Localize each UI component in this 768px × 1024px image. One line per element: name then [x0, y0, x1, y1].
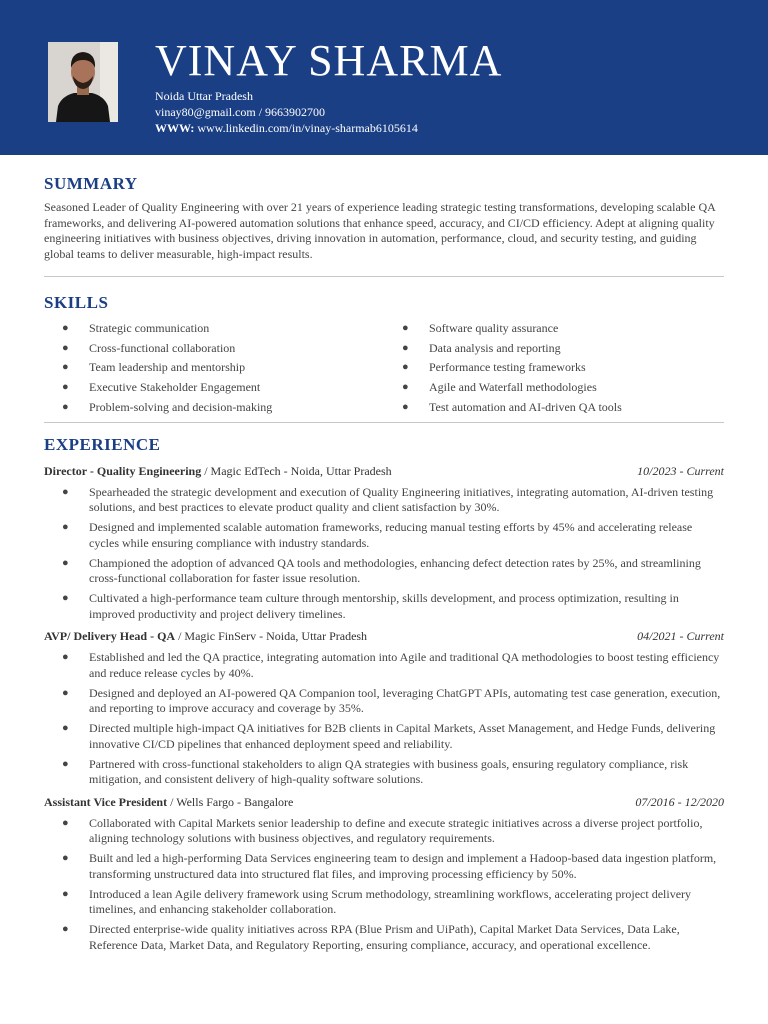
divider: [44, 422, 724, 423]
email-phone-text: vinay80@gmail.com / 9663902700: [155, 105, 326, 119]
skills-column-right: [384, 319, 724, 418]
summary-heading: SUMMARY: [44, 174, 138, 193]
skill-item: ● Performance testing frameworks: [384, 358, 724, 378]
job-entry: [44, 794, 724, 954]
job-bullets: [44, 485, 724, 623]
job-header: [44, 794, 724, 810]
website-label: WWW:: [155, 121, 195, 135]
job-dates: 10/2023 - Current: [637, 463, 724, 478]
job-bullet: ● Spearheaded the strategic development and execution of Quality Engineering initiatives, integrating automation, AI-driven testing solutions, and best practices to elevate product quality and client satisfaction by 30%.: [62, 484, 714, 515]
job-bullet: ● Championed the adoption of advanced QA tools and methodologies, enhancing defect detection rates by 25%, and streamlining cross-functional collaboration for faster issue resolution.: [62, 555, 701, 586]
job-bullet: ● Built and led a high-performing Data Services engineering team to design and implement a Hadoop-based data ingestion platform, transforming unstructured data into structured flat files, and improving processing efficiency by 50%.: [62, 851, 717, 881]
job-header: [44, 463, 724, 479]
job-company: / Magic EdTech - Noida, Uttar Pradesh: [201, 463, 392, 478]
job-bullet: ● Partnered with cross-functional stakeholders to align QA strategies with business goals, ensuring regulatory compliance, risk mitigation, and consistent delivery of high-quality software solutions.: [62, 756, 689, 787]
bullet-icon: ●: [62, 521, 69, 534]
bullet-icon: ●: [402, 381, 409, 394]
bullet-icon: ●: [62, 686, 69, 699]
job-company: / Magic FinServ - Noida, Uttar Pradesh: [175, 629, 368, 644]
bullet-icon: ●: [62, 556, 69, 569]
linkedin-link[interactable]: www.linkedin.com/in/vinay-sharmab6105614: [197, 121, 418, 135]
skill-item: ● Executive Stakeholder Engagement: [44, 378, 384, 398]
bullet-icon: ●: [402, 400, 409, 413]
bullet-icon: ●: [62, 722, 69, 735]
job-entry: [44, 628, 724, 788]
bullet-icon: ●: [62, 341, 69, 354]
skills-heading: SKILLS: [44, 293, 109, 312]
job-title-line: [44, 628, 367, 644]
skills-column-left: [44, 319, 384, 418]
skills-list: [44, 319, 724, 418]
job-dates: 04/2021 - Current: [637, 629, 724, 644]
bullet-icon: ●: [402, 322, 409, 334]
job-bullet: ● Directed enterprise-wide quality initiatives across RPA (Blue Prism and UiPath), Capital Market Data Services, Data Lake, Reference Data, Market Data, and Regulatory Reporting, ensuring compliance, accuracy, and operational excellence.: [62, 922, 680, 952]
job-bullet: ● Introduced a lean Agile delivery framework using Scrum methodology, streamlining workflows, accelerating project delivery timelines, and enhancing stakeholder collaboration.: [62, 886, 692, 917]
job-bullet: ● Directed multiple high-impact QA initiatives for B2B clients in Capital Markets, Asset Management, and Hedge Funds, delivering innovative CI/CD pipelines that enhanced deployment speed and reliability.: [62, 721, 716, 751]
job-role: Assistant Vice President: [44, 794, 168, 809]
resume-header: [0, 0, 768, 155]
bullet-icon: ●: [402, 361, 409, 374]
bullet-icon: ●: [62, 923, 69, 936]
skill-item: ● Team leadership and mentorship: [44, 358, 384, 378]
skill-item: ● Strategic communication: [44, 319, 384, 339]
bullet-icon: ●: [62, 400, 69, 413]
job-bullet: ● Cultivated a high-performance team culture through mentorship, skills development, and process optimization, resulting in improved productivity and project delivery timelines.: [62, 591, 679, 621]
website-line: [155, 120, 418, 136]
experience-heading: EXPERIENCE: [44, 434, 161, 454]
job-bullets: [44, 816, 724, 954]
profile-photo: [48, 42, 118, 122]
job-title-line: [44, 463, 392, 479]
resume-body: [44, 172, 724, 958]
job-title-line: [44, 794, 293, 810]
bullet-icon: ●: [62, 485, 69, 498]
skill-item: ● Agile and Waterfall methodologies: [384, 378, 724, 398]
job-role: Director - Quality Engineering: [44, 463, 202, 478]
bullet-icon: ●: [402, 341, 409, 354]
portrait-image: [48, 42, 118, 122]
job-bullet: ● Designed and implemented scalable automation frameworks, reducing manual testing efforts by 45% and accelerating release cycles while ensuring compliance with industry standards.: [62, 520, 693, 550]
skill-item: ● Test automation and AI-driven QA tools: [384, 398, 724, 418]
job-header: [44, 628, 724, 644]
bullet-icon: ●: [62, 381, 69, 394]
contact-block: [155, 88, 418, 136]
bullet-icon: ●: [62, 852, 69, 865]
job-bullet: ● Designed and deployed an AI-powered QA Companion tool, leveraging ChatGPT APIs, automating test case generation, execution, and reporting to improve accuracy and coverage by 35%.: [62, 685, 721, 716]
job-dates: 07/2016 - 12/2020: [635, 794, 724, 809]
bullet-icon: ●: [62, 887, 69, 900]
bullet-icon: ●: [62, 816, 69, 829]
candidate-name: VINAY SHARMA: [155, 36, 503, 85]
job-role: AVP/ Delivery Head - QA: [44, 629, 176, 644]
location-text: Noida Uttar Pradesh: [155, 89, 253, 103]
job-entry: [44, 463, 724, 623]
bullet-icon: ●: [62, 651, 69, 664]
job-company: / Wells Fargo - Bangalore: [167, 794, 294, 809]
bullet-icon: ●: [62, 757, 69, 770]
bullet-icon: ●: [62, 592, 69, 605]
skill-item: ● Software quality assurance: [384, 319, 724, 339]
skill-item: ● Data analysis and reporting: [384, 339, 724, 359]
skill-item: ● Cross-functional collaboration: [44, 339, 384, 359]
bullet-icon: ●: [62, 361, 69, 374]
skill-item: ● Problem-solving and decision-making: [44, 398, 384, 418]
summary-text: Seasoned Leader of Quality Engineering with over 21 years of experience leading strategic testing transformations, developing scalable QA frameworks, and delivering AI-powered automation solutions that enhance speed, accuracy, and CI/CD efficiency. Adept at aligning quality engineering initiatives with business objectives, driving innovation in automation, performance, cloud, and security testing, and guiding global teams to deliver measurable, high-impact results.: [44, 200, 716, 261]
bullet-icon: ●: [62, 322, 69, 334]
job-bullet: ● Collaborated with Capital Markets senior leadership to define and execute strategic initiatives across a diverse project portfolio, aligning technology solutions with business objectives, and regulatory requirements.: [62, 815, 703, 846]
job-bullet: ● Established and led the QA practice, integrating automation into Agile and traditional QA methodologies to boost testing efficiency and reduce release cycles by 40%.: [62, 650, 720, 680]
divider: [44, 276, 724, 277]
job-bullets: [44, 650, 724, 788]
